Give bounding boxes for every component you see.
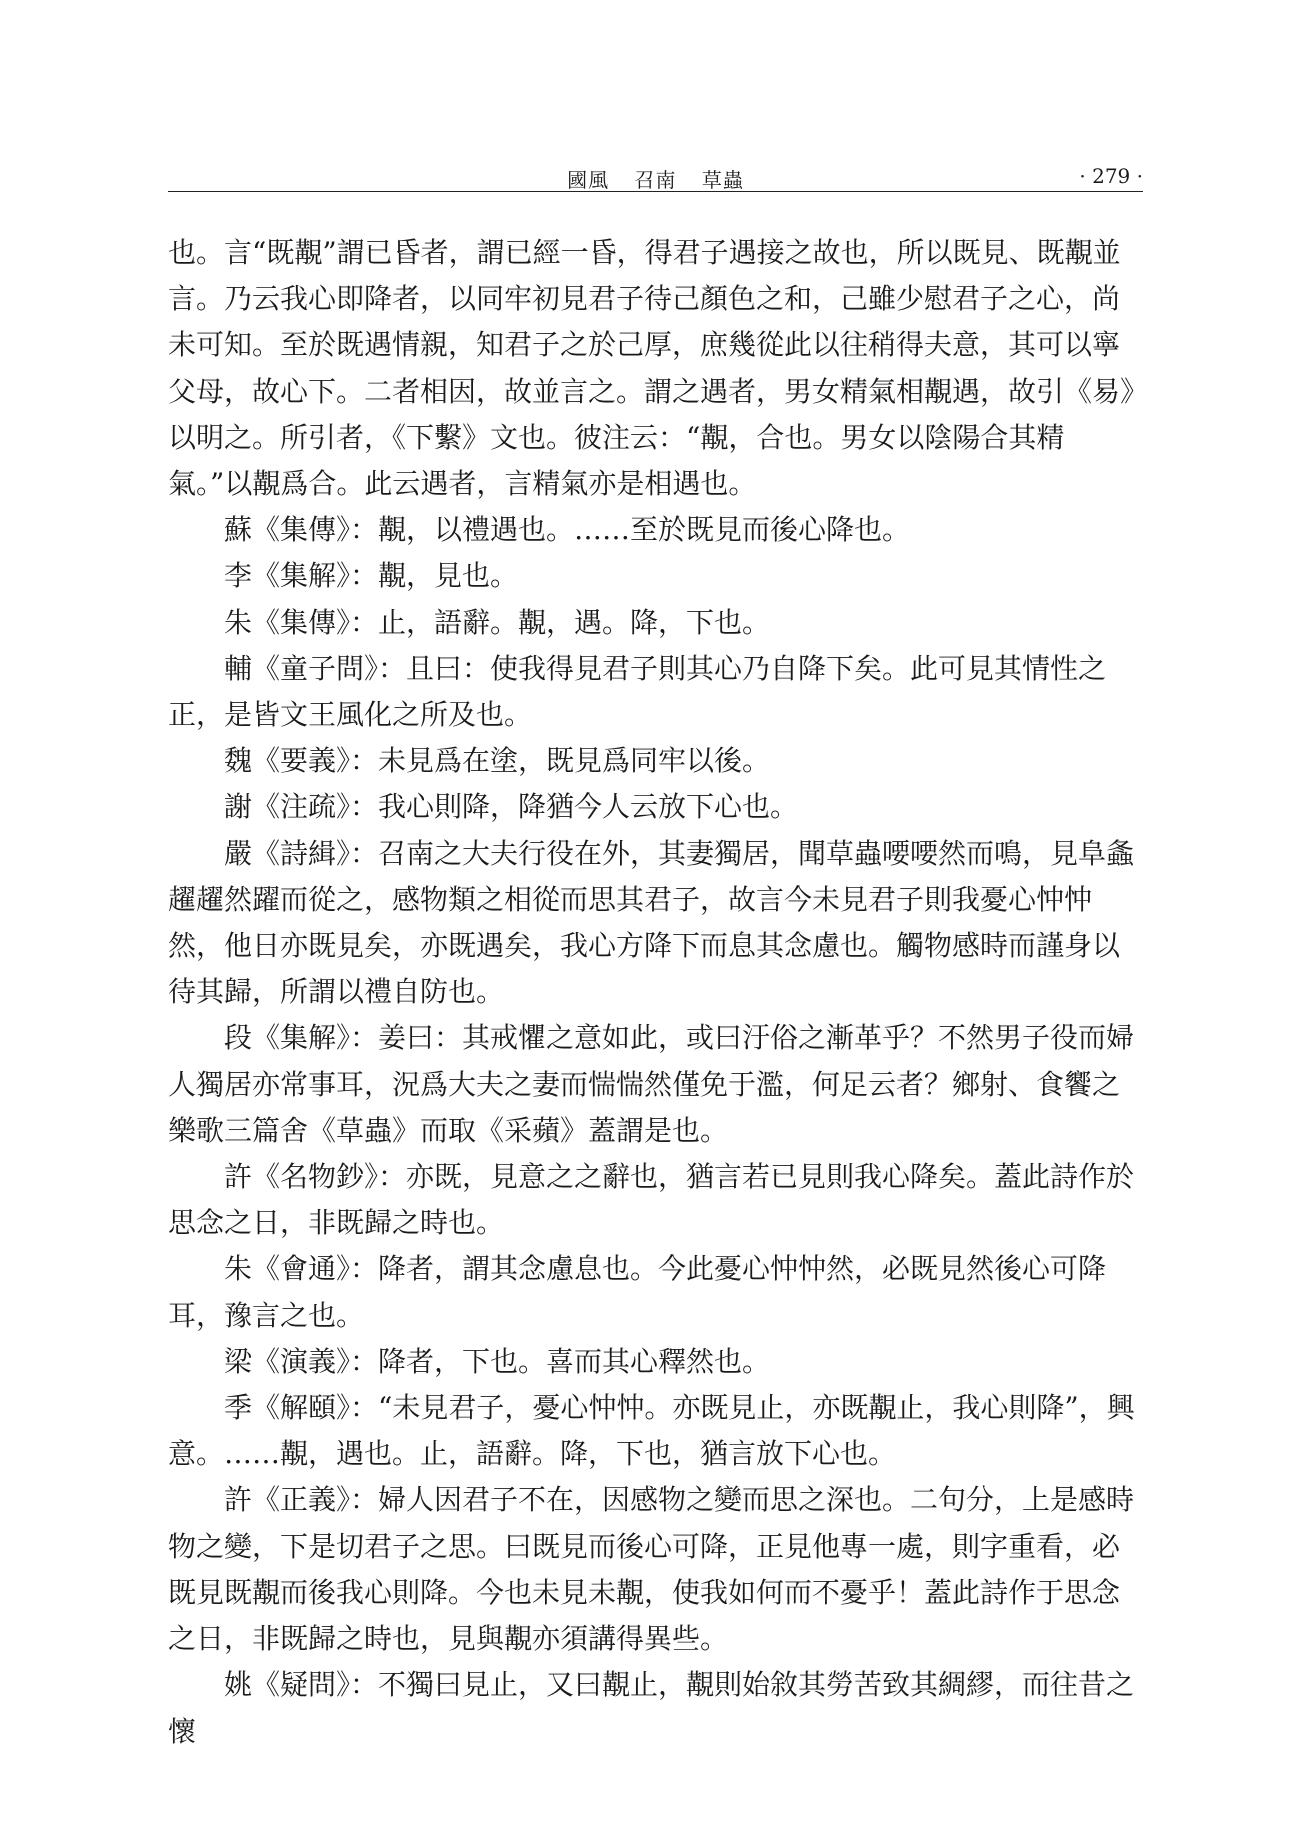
paragraph-zhu-huitong: 朱《會通》：降者，謂其念慮息也。今此憂心忡忡然，必既見然後心可降耳，豫言之也。 [168,1252,1107,1332]
paragraph-xie-zhushu: 謝《注疏》：我心則降，降猶今人云放下心也。 [224,790,799,824]
paragraph-duan-jijie: 段《集解》：姜曰：其戒懼之意如此，或曰汙俗之漸革乎？不然男子役而婦人獨居亦常事耳，況爲大夫之妻而惴惴然僅免于濫，何足云者？鄉射、食饗之樂歌三篇舍《草蟲》而取《采蘋》蓋謂是也。 [168,1021,1135,1147]
page-number: · 279 · [1079,164,1143,188]
paragraph-zhu-jizhuan: 朱《集傳》：止，語辭。覯，遇。降，下也。 [224,605,771,639]
paragraph-continuation: 也。言“既覯”謂已昏者，謂已經一昏，得君子遇接之故也，所以既見、既覯並言。乃云我心即降者，以同牢初見君子待己顏色之和，己雖少慰君子之心，尚未可知。至於既遇情親，知君子之於己厚，庶幾從此以往稍得夫意，其可以寧父母，故心下。二者相因，故並言之。謂之遇者，男女精氣相覯遇，故引《易》以明之。所引者，《下繫》文也。彼注云：“覯，合也。男女以陰陽合其精氣。”以覯爲合。此云遇者，言精氣亦是相遇也。 [168,236,1135,501]
header-subsection: 召南 [634,168,677,192]
paragraph-wei-yaoyi: 魏《要義》：未見爲在塗，既見爲同牢以後。 [224,744,771,778]
paragraph-fu-tongziwen: 輔《童子問》：且曰：使我得見君子則其心乃自降下矣。此可見其情性之正，是皆文王風化之所及也。 [168,651,1107,732]
paragraph-xu-mingwuchao: 許《名物鈔》：亦既，見意之之辭也，猶言若已見則我心降矣。蓋此詩作於思念之日，非既歸之時也。 [168,1160,1135,1240]
paragraph-yan-shiji: 嚴《詩緝》：召南之大夫行役在外，其妻獨居，聞草蟲喓喓然而鳴，見阜螽趯趯然躍而從之，感物類之相從而思其君子，故言今未見君子則我憂心忡忡然，他日亦既見矣，亦既遇矣，我心方降下而息其念慮也。觸物感時而謹身以待其歸，所謂以禮自防也。 [168,836,1135,1009]
header-title [168,164,1143,193]
header-rule [168,191,1143,192]
paragraph-yao-yiwen: 姚《疑問》：不獨曰見止，又曰覯止，覯則始敘其勞苦致其綢繆，而往昔之懷 [168,1668,1135,1748]
paragraph-li-jijie: 李《集解》：覯，見也。 [224,559,519,593]
running-header [168,158,1143,192]
header-section: 國風 [567,168,610,192]
paragraph-ji-jieyi: 季《解頤》：“未見君子，憂心忡忡。亦既見止，亦既覯止，我心則降”，興意。……覯，遇也。止，語辭。降，下也，猶言放下心也。 [168,1391,1135,1471]
paragraph-liang-yanyi: 梁《演義》：降者，下也。喜而其心釋然也。 [224,1344,771,1378]
page-body [168,230,1143,1755]
paragraph-su-jizhuan: 蘇《集傳》：覯，以禮遇也。……至於既見而後心降也。 [224,513,911,547]
header-poem: 草蟲 [701,168,744,192]
paragraph-xu-zhengyi: 許《正義》：婦人因君子不在，因感物之變而思之深也。二句分，上是感時物之變，下是切君子之思。曰既見而後心可降，正見他專一處，則字重看，必既見既覯而後我心則降。今也未見未覯，使我如何而不憂乎！蓋此詩作于思念之日，非既歸之時也，見與覯亦須講得異些。 [168,1483,1135,1656]
